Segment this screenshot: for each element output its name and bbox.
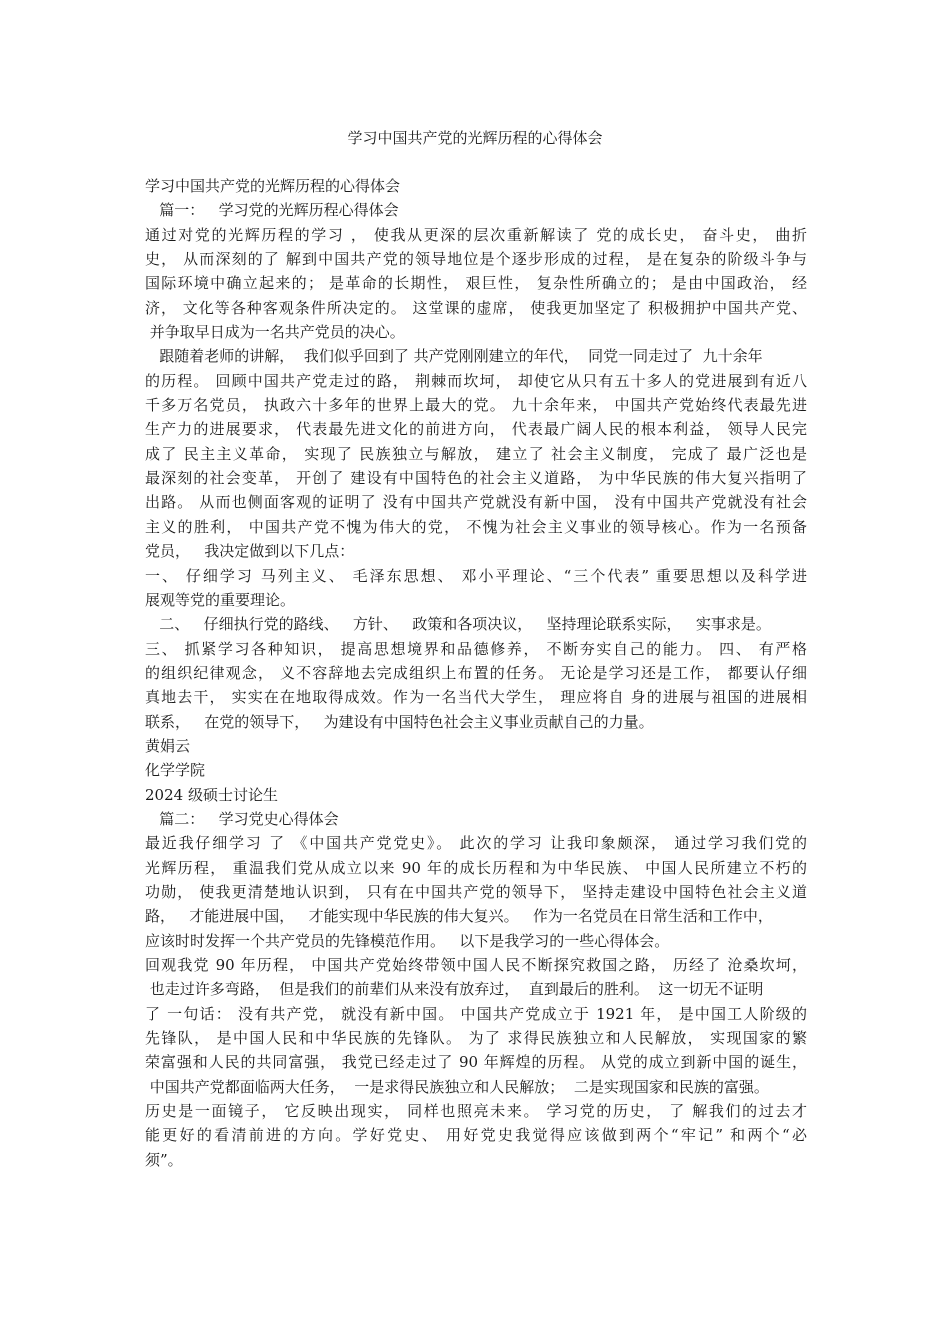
text-line: 能更好的看清前进的方向。学好党史、 用好党史我觉得应该做到两个“牢记” 和两个“必 — [145, 1126, 807, 1145]
text-line: 生产力的进展要求， 代表最先进文化的前进方向， 代表最广阔人民的根本利益， 领导人民完 — [145, 420, 807, 439]
text-line: 成了 民主主义革命， 实现了 民族独立与解放， 建立了 社会主义制度， 完成了 最广泛也是 — [145, 444, 807, 463]
text-line: 展观等党的重要理论。 — [145, 590, 296, 609]
text-line: 党员， 我决定做到以下几点： — [145, 542, 355, 561]
text-line: 三、 抓紧学习各种知识， 提高思想境界和品德修养， 不断夯实自己的能力。 四、 有严格 — [145, 639, 807, 658]
text-line: 最深刻的社会变革， 开创了 建设有中国特色的社会主义道路， 为中华民族的伟大复兴指明了 — [145, 469, 807, 488]
text-line: 并争取早日成为一名共产党员的决心。 — [145, 323, 405, 342]
text-line: 的历程。 回顾中国共产党走过的路， 荆棘而坎坷， 却使它从只有五十多人的党进展到有近八 — [145, 371, 807, 390]
text-line: 学习中国共产党的光辉历程的心得体会 — [145, 177, 401, 195]
text-line: 2024 级硕士讨论生 — [145, 785, 278, 804]
text-line: 最近我仔细学习 了 《中国共产党党史》。 此次的学习 让我印象颇深， 通过学习我们党的 — [145, 834, 807, 853]
document-body — [145, 174, 807, 1172]
text-line: 先锋队， 是中国人民和中华民族的先锋队。 为了 求得民族独立和人民解放， 实现国家的繁 — [145, 1029, 807, 1048]
text-line: 二、 仔细执行党的路线、 方针、 政策和各项决议， 坚持理论联系实际， 实事求是。 — [145, 615, 771, 634]
text-line: 篇一： 学习党的光辉历程心得体会 — [145, 201, 399, 220]
text-line: 通过对党的光辉历程的学习 ， 使我从更深的层次重新解读了 党的成长史， 奋斗史， 曲折 — [145, 225, 807, 244]
text-line: 须”。 — [145, 1150, 183, 1169]
text-line: 应该时时发挥一个共产党员的先锋模范作用。 以下是我学习的一些心得体会。 — [145, 931, 670, 950]
text-line: 化学学院 — [145, 761, 206, 780]
text-line: 回观我党 90 年历程， 中国共产党始终带领中国人民不断探究救国之路， 历经了 沧桑坎坷， — [145, 956, 807, 974]
text-line: 荣富强和人民的共同富强， 我党已经走过了 90 年辉煌的历程。 从党的成立到新中国的诞生， — [145, 1053, 807, 1072]
text-line: 路， 才能进展中国， 才能实现中华民族的伟大复兴。 作为一名党员在日常生活和工作中， — [145, 907, 773, 926]
text-line: 联系， 在党的领导下， 为建设有中国特色社会主义事业贡献自己的力量。 — [145, 712, 654, 731]
text-line: 功勋， 使我更清楚地认识到， 只有在中国共产党的领导下， 坚持走建设中国特色社会主义道 — [145, 882, 807, 901]
text-line: 黄娟云 — [145, 736, 191, 755]
text-line: 主义的胜利， 中国共产党不愧为伟大的党， 不愧为社会主义事业的领导核心。作为一名预备 — [145, 517, 807, 536]
text-line: 济， 文化等各种客观条件所决定的。 这堂课的虚席， 使我更加坚定了 积极拥护中国共产党、 — [145, 298, 807, 317]
text-line: 跟随着老师的讲解， 我们似乎回到了 共产党刚刚建立的年代， 同党一同走过了 九十余年 — [145, 347, 763, 366]
text-line: 也走过许多弯路， 但是我们的前辈们从来没有放弃过， 直到最后的胜利。 这一切无不证明 — [145, 980, 764, 999]
text-line: 的组织纪律观念， 义不容辞地去完成组织上布置的任务。 无论是学习还是工作， 都要认仔细 — [145, 663, 807, 682]
text-line: 出路。 从而也侧面客观的证明了 没有中国共产党就没有新中国， 没有中国共产党就没有社会 — [145, 493, 807, 512]
text-line: 一、 仔细学习 马列主义、 毛泽东思想、 邓小平理论、“三个代表” 重要思想以及科学进 — [145, 566, 807, 585]
text-line: 篇二： 学习党史心得体会 — [145, 809, 339, 828]
text-line: 历史是一面镜子， 它反映出现实， 同样也照亮未来。 学习党的历史， 了 解我们的过去才 — [145, 1102, 807, 1121]
text-line: 中国共产党都面临两大任务， 一是求得民族独立和人民解放； 二是实现国家和民族的富强。 — [145, 1077, 769, 1096]
text-line: 国际环境中确立起来的； 是革命的长期性， 艰巨性， 复杂性所确立的； 是由中国政治， 经 — [145, 274, 807, 293]
text-line: 光辉历程， 重温我们党从成立以来 90 年的成长历程和为中华民族、 中国人民所建立不朽的 — [145, 858, 807, 877]
page-title: 学习中国共产党的光辉历程的心得体会 — [347, 129, 603, 147]
text-line: 真地去干， 实实在在地取得成效。作为一名当代大学生， 理应将自 身的进展与祖国的进展相 — [145, 688, 807, 707]
text-line: 了 一句话： 没有共产党， 就没有新中国。 中国共产党成立于 1921 年， 是中国工人阶级的 — [145, 1004, 807, 1023]
text-line: 千多万名党员， 执政六十多年的世界上最大的党。 九十余年来， 中国共产党始终代表最先进 — [145, 396, 807, 415]
text-line: 史， 从而深刻的了 解到中国共产党的领导地位是个逐步形成的过程， 是在复杂的阶级斗争与 — [145, 250, 807, 269]
